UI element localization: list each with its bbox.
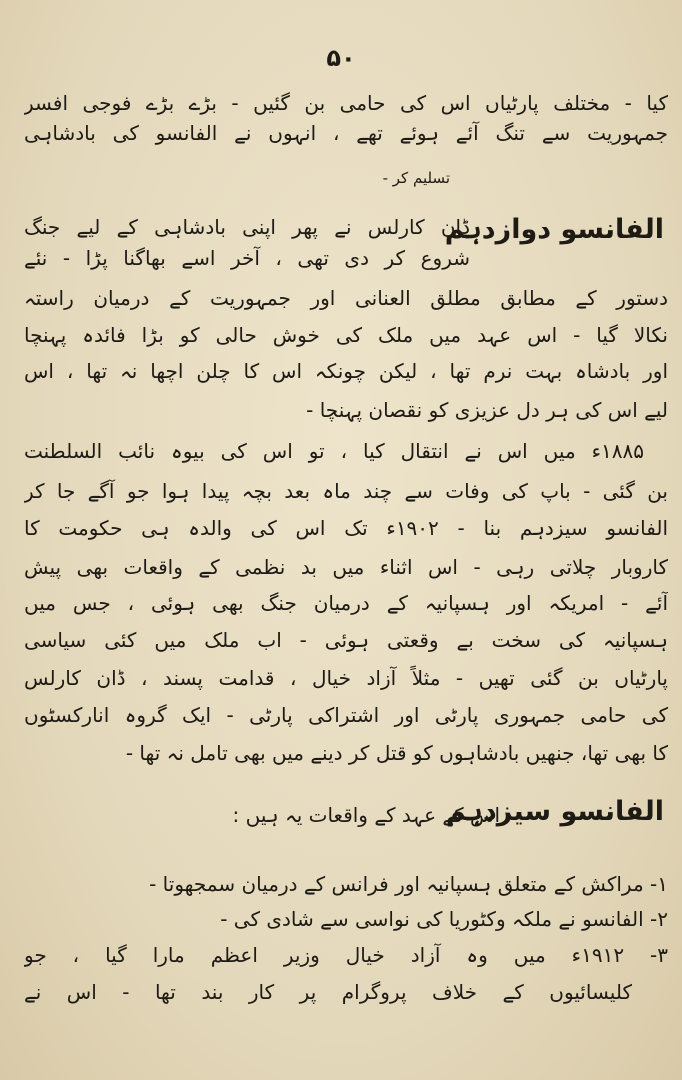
paragraph-line: دستور کے مطابق مطلق العنانی اور جمہوریت کے درمیان راستہ <box>24 286 668 310</box>
paragraph-line: اور بادشاہ بہت نرم تھا ، لیکن چونکہ اس کا چلن اچھا نہ تھا ، اس <box>24 359 668 383</box>
section-heading: الفانسو سیزدہم <box>445 796 664 827</box>
paragraph-line: بن گئی - باپ کی وفات سے چند ماہ بعد بچہ پیدا ہوا جو آگے جا کر <box>24 479 668 503</box>
paragraph-line: کا بھی تھا، جنھیں بادشاہوں کو قتل کر دینے میں بھی تامل نہ تھا - <box>125 741 668 765</box>
paragraph-line: پارٹیاں بن گئی تھیں - مثلاً آزاد خیال ، قدامت پسند ، ڈان کارلس <box>24 666 668 690</box>
paragraph-line: شروع کر دی تھی ، آخر اسے بھاگنا پڑا - نئے <box>24 246 470 270</box>
list-item: ۲- الفانسو نے ملکہ وکٹوریا کی نواسی سے شادی کی - <box>220 907 668 931</box>
paragraph-line: کی حامی جمہوری پارٹی اور اشتراکی پارٹی - ایک گروہ انارکسٹوں <box>24 703 668 727</box>
list-item: ۳- ۱۹۱۲ء میں وہ آزاد خیال وزیر اعظم مارا گیا ، جو <box>24 943 668 967</box>
paragraph-line: نکالا گیا - اس عہد میں ملک کی خوش حالی کو بڑا فائدہ پہنچا <box>24 323 668 347</box>
paragraph-line: کاروبار چلاتی رہی - اس اثناء میں بد نظمی کے واقعات بھی پیش <box>24 555 668 579</box>
list-item: ۱- مراکش کے متعلق ہسپانیہ اور فرانس کے درمیان سمجھوتا - <box>149 872 668 896</box>
paragraph-line: الفانسو سیزدہم بنا - ۱۹۰۲ء تک اس کی والدہ ہی حکومت کا <box>24 516 668 540</box>
paragraph-line: ۱۸۸۵ء میں اس نے انتقال کیا ، تو اس کی بیوہ نائب السلطنت <box>24 439 644 463</box>
paragraph-line: تسلیم کر - <box>382 169 450 187</box>
paragraph-line: لیے اس کی ہر دل عزیزی کو نقصان پہنچا - <box>306 398 668 422</box>
section-intro: اس کے عہد کے واقعات یہ ہیں : <box>232 803 500 827</box>
paragraph-line: ہسپانیہ کی سخت بے وقعتی ہوئی - اب ملک میں کئی سیاسی <box>24 628 668 652</box>
list-item: کلیسائیوں کے خلاف پروگرام پر کار بند تھا - اس نے <box>24 980 632 1004</box>
page-number: ۵۰ <box>326 44 356 72</box>
paragraph-line: ڈان کارلس نے پھر اپنی بادشاہی کے لیے جنگ <box>24 215 470 239</box>
paragraph-line: کیا - مختلف پارٹیاں اس کی حامی بن گئیں - بڑے بڑے فوجی افسر <box>24 91 668 115</box>
paragraph-line: آئے - امریکہ اور ہسپانیہ کے درمیان جنگ بھی ہوئی ، جس میں <box>24 591 668 615</box>
paragraph-line: جمہوریت سے تنگ آئے ہوئے تھے ، انہوں نے الفانسو کی بادشاہی <box>24 121 668 145</box>
section-heading: الفانسو دوازدہم <box>444 214 664 245</box>
